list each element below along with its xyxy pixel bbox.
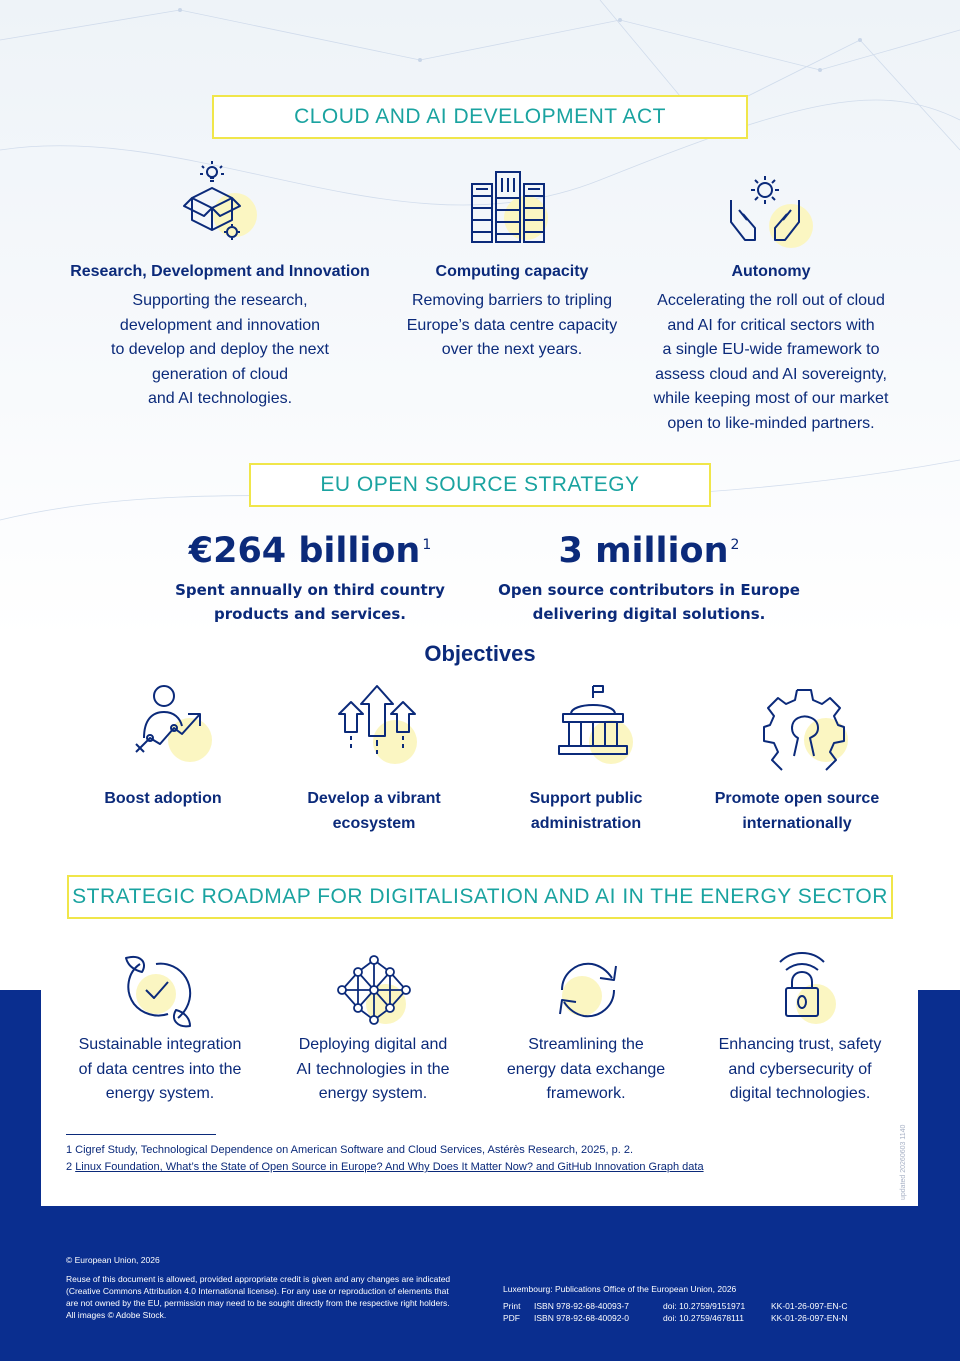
stat-value-spending: €264 billion $^1$ [188,531,432,571]
footnote-divider [66,1134,216,1135]
objective-boost-adoption: Boost adoption [104,790,222,807]
section-title-energy-roadmap: STRATEGIC ROADMAP FOR DIGITALISATION AND AI IN THE ENERGY SECTOR [67,875,893,919]
energy-item-cybersecurity: Enhancing trust, safety and cybersecurity of digital technologies. [718,1036,882,1102]
lightbulb-box-gear-icon [180,158,260,238]
upward-arrows-icon [337,684,417,764]
edition-print: Print ISBN 978-92-68-40093-7 doi: 10.2759/9151971 KK-01-26-097-EN-C [503,1301,848,1311]
hands-gear-icon [725,170,805,250]
energy-item-data-exchange: Streamlining the energy data exchange framework. [506,1036,666,1102]
government-building-icon [553,684,633,764]
open-gear-icon [764,686,844,766]
edition-pdf: PDF ISBN 978-92-68-40092-0 doi: 10.2759/4678111 KK-01-26-097-EN-N [503,1313,848,1323]
column-heading-computing: Computing capacity [435,263,589,280]
column-text-autonomy: Accelerating the roll out of cloud and AI for critical sectors with a single EU-wide framework to assess cloud and AI sovereignty, while keeping most of our market open to like-minded partners. [653,292,889,432]
server-racks-icon [468,166,548,246]
stat-text-contributors: Open source contributors in Europe delivering digital solutions. [498,581,800,623]
section-title-cloud-ai-act: CLOUD AND AI DEVELOPMENT ACT [212,95,748,139]
footnote-ref-2: 2 [730,537,740,554]
column-text-research: Supporting the research, development and innovation to develop and deploy the next generation of cloud and AI technologies. [111,292,329,407]
wireless-padlock-icon [762,948,842,1028]
footnote-1: 1 Cigref Study, Technological Dependence on American Software and Cloud Services, Astérès Research, 2025, p. 2. [66,1144,634,1156]
legal-publication-block: Luxembourg: Publications Office of the European Union, 2026 Print ISBN 978-92-68-40093-7 doi: 10.2759/9151971 KK-01-26-097-EN-C PDF ISBN 978-92-68-40092-0 doi: 10.2759/4678111 KK-01-26-097-EN-N [503,1283,913,1324]
footnote-2-link[interactable]: Linux Foundation, What’s the State of Open Source in Europe? And Why Does It Matter Now? and GitHub Innovation Graph data [75,1161,704,1173]
footnote-2: 2 Linux Foundation, What’s the State of Open Source in Europe? And Why Does It Matter Now? and GitHub Innovation Graph data [66,1161,704,1173]
legal-copyright-block: © European Union, 2026 Reuse of this document is allowed, provided appropriate credit is given and any changes are indicated (Creative Commons Attribution 4.0 International license). For any use or reproduction of elements that are not owned by the EU, permission may need to be sought directly from the respective right holders. All images © Adobe Stock. [66,1255,451,1320]
objective-public-administration: Support public administration [529,790,643,832]
energy-item-deploying-ai: Deploying digital and AI technologies in the energy system. [296,1036,450,1102]
energy-item-sustainable-integration: Sustainable integration of data centres into the energy system. [78,1036,242,1102]
section-title-open-source: EU OPEN SOURCE STRATEGY [249,463,711,507]
refresh-arrows-icon [548,950,628,1030]
objective-promote-internationally: Promote open source internationally [714,790,880,832]
document-version-code: updated 20260603 1140 [900,1124,907,1200]
column-heading-autonomy: Autonomy [731,263,811,280]
person-growth-arrow-icon [130,682,210,762]
stat-value-contributors: 3 million $^2$ [558,531,740,571]
column-heading-research: Research, Development and Innovation [70,263,370,280]
column-text-computing: Removing barriers to tripling Europe’s data centre capacity over the next years. [406,292,618,358]
eco-check-leaves-icon [120,950,200,1030]
objective-vibrant-ecosystem: Develop a vibrant ecosystem [307,790,441,832]
stat-text-spending: Spent annually on third country products and services. [175,581,445,623]
neural-network-icon [334,950,414,1030]
objectives-heading: Objectives [424,641,536,666]
footnote-ref-1: 1 [422,537,432,554]
